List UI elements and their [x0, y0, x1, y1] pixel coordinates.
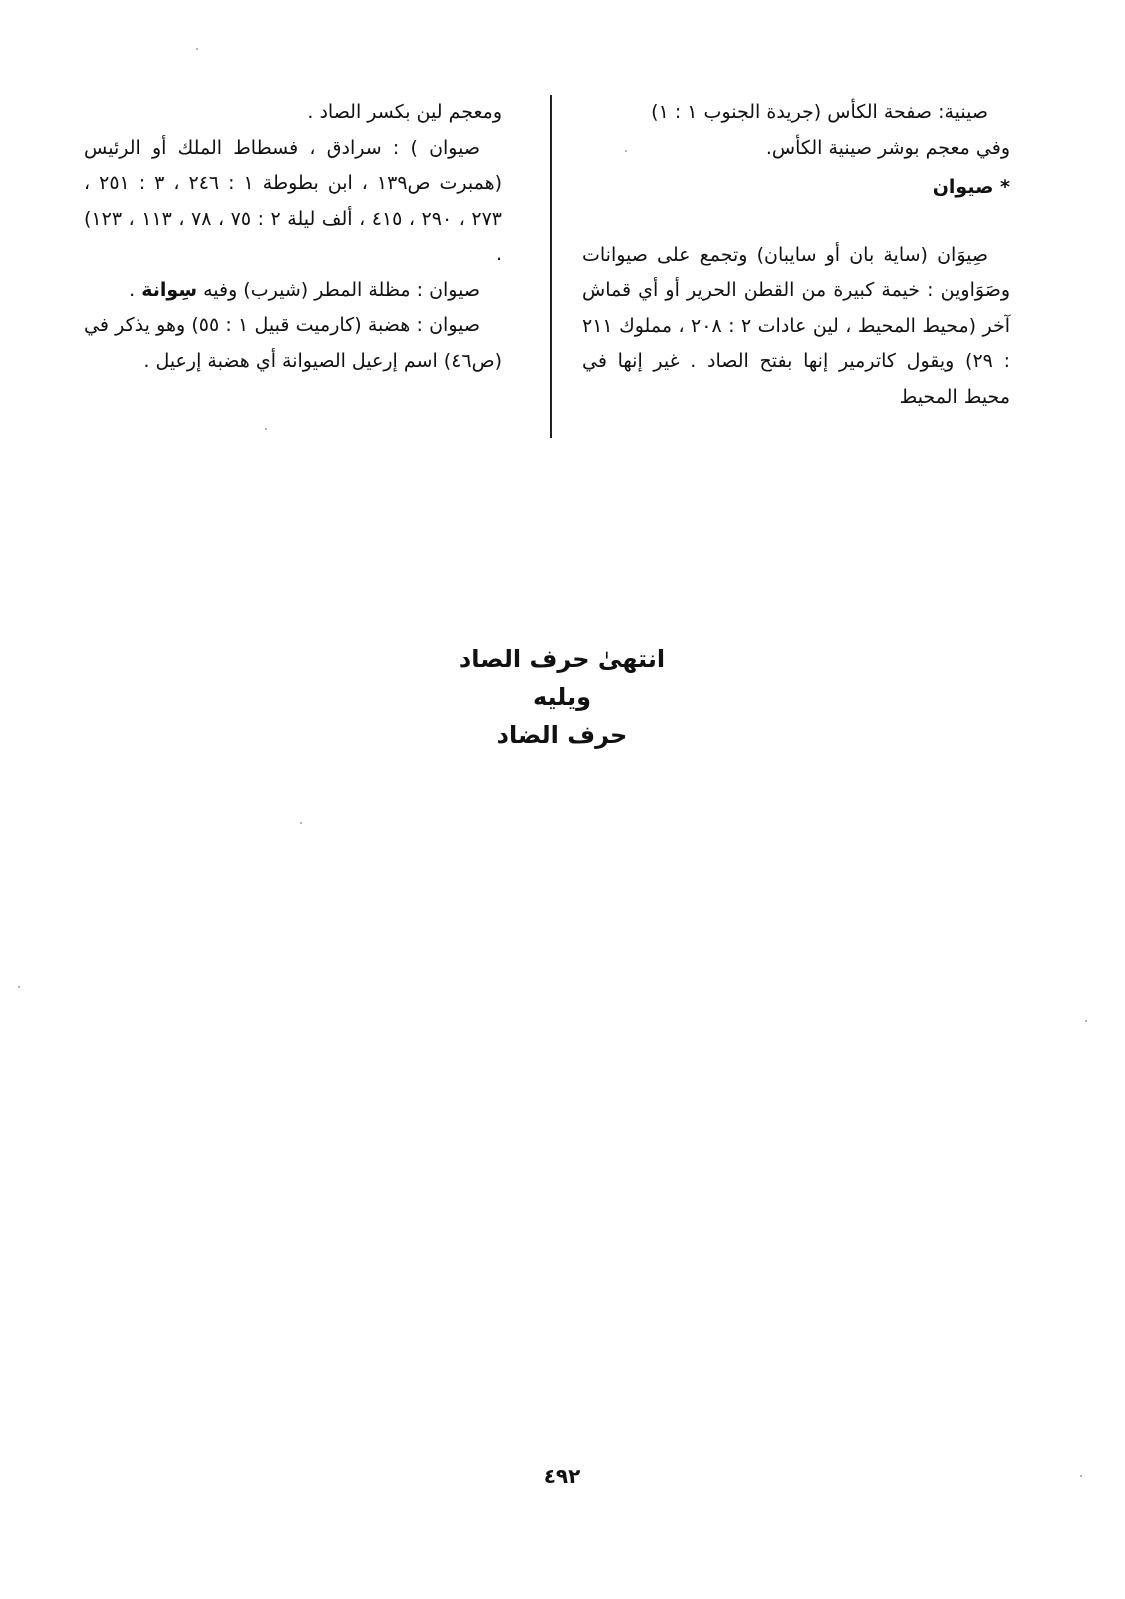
- entry-line: ومعجم لين بكسر الصاد .: [307, 101, 502, 123]
- scan-speck: [1080, 1475, 1082, 1477]
- scan-speck: [18, 986, 20, 988]
- scan-speck: [265, 428, 267, 430]
- scan-speck: [1085, 1020, 1087, 1022]
- left-column: [84, 95, 502, 379]
- page-number: ٤٩٢: [543, 1464, 581, 1488]
- entry-paragraph: صيوان : هضبة (كارميت قبيل ١ : ٥٥) وهو يذكر في (ص٤٦) اسم إرعيل الصيوانة أي هضبة إرعيل .: [84, 314, 502, 372]
- entry-paragraph: [84, 273, 502, 309]
- entry-bold-term: سِوانة: [141, 278, 198, 301]
- section-end-note: [262, 640, 862, 754]
- scan-speck: [625, 150, 627, 152]
- entry-text: صيوان : مظلة المطر (شيرب) وفيه: [197, 278, 480, 301]
- entry-line: وفي معجم بوشر صينية الكأس.: [765, 136, 1010, 159]
- entry-line: صينية: صفحة الكأس (جريدة الجنوب ١ : ١): [651, 101, 988, 123]
- entry-heading: * صيوان: [932, 176, 1010, 198]
- end-note-line: حرف الضاد: [496, 721, 628, 749]
- column-divider: [550, 95, 552, 438]
- end-note-line: ويليه: [532, 683, 592, 711]
- entry-paragraph: صِيوَان (ساية بان أو سايبان) وتجمع على صيوانات وصَوَاوين : خيمة كبيرة من القطن الحرير أو أي قماش آخر (محيط المحيط ، لين عادات ٢ : ٢٠٨ ، مملوك ٢١١ : ٢٩) ويقول كاترمير إنها بفتح الصاد . غير إنها في محيط المحيط: [582, 243, 1010, 408]
- entry-text-end: .: [129, 278, 142, 301]
- entry-paragraph: صيوان ) : سرادق ، فسطاط الملك أو الرئيس (همبرت ص١٣٩ ، ابن بطوطة ١ : ٢٤٦ ، ٣ : ٢٥١ ، ٢٧٣ ، ٢٩٠ ، ٤١٥ ، ألف ليلة ٢ : ٧٥ ، ٧٨ ، ١١٣ ، ١٢٣) .: [84, 136, 503, 265]
- right-column: [582, 95, 1010, 415]
- scan-speck: [196, 48, 198, 50]
- end-note-line: انتهىٰ حرف الصاد: [458, 645, 666, 673]
- scan-speck: [300, 822, 302, 824]
